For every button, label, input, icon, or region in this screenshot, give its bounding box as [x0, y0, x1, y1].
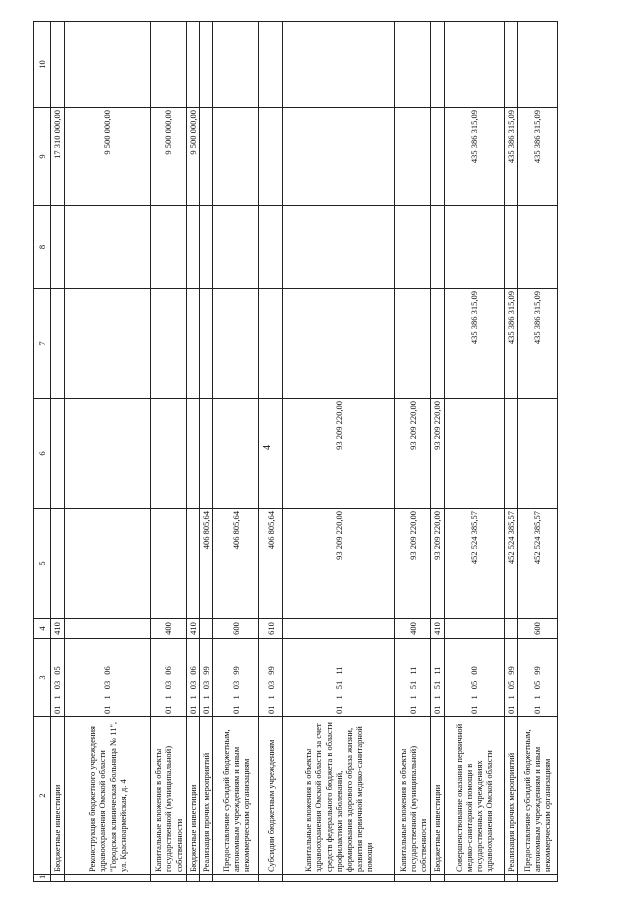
row-amount-7 [259, 289, 283, 399]
row-type-code: 400 [151, 619, 187, 639]
row-type-code: 410 [187, 619, 200, 639]
row-name: Реализация прочих мероприятий [200, 717, 213, 875]
table-row [151, 22, 187, 882]
row-amount-6 [517, 399, 557, 509]
row-amount-6 [151, 399, 187, 509]
column-header: 2 [34, 717, 51, 875]
code-parts [188, 641, 198, 714]
code-parts [408, 641, 418, 714]
row-amount-10 [187, 22, 200, 108]
code-part: 1 [102, 695, 113, 700]
row-amount-10 [517, 22, 557, 108]
row-amount-8 [444, 206, 504, 289]
code-part: 01 [532, 705, 543, 714]
row-code [213, 639, 259, 717]
row-name: Предоставление субсидий бюджетным, автономным учреждениям и иным некоммерческим организациям [213, 717, 259, 875]
column-header: 10 [34, 22, 51, 108]
row-amount-7 [213, 289, 259, 399]
code-part: 1 [505, 695, 516, 700]
code-part: 99 [230, 666, 241, 675]
code-part: 05 [532, 680, 543, 690]
row-col-1 [187, 875, 200, 882]
row-amount-10 [151, 22, 187, 108]
row-amount-9: 435 386 315,09 [444, 108, 504, 206]
row-col-1 [65, 875, 151, 882]
code-parts [469, 641, 479, 714]
row-amount-9: 9 500 000,00 [65, 108, 151, 206]
page-number: 4 [262, 445, 273, 450]
table-row [65, 22, 151, 882]
row-amount-5 [65, 509, 151, 619]
row-amount-8 [200, 206, 213, 289]
code-part: 11 [333, 666, 344, 675]
row-code [395, 639, 431, 717]
table-row [200, 22, 213, 882]
code-part: 99 [201, 666, 212, 675]
code-part: 1 [265, 695, 276, 700]
row-amount-10 [395, 22, 431, 108]
row-col-1 [200, 875, 213, 882]
row-amount-9 [431, 108, 444, 206]
code-part: 03 [265, 680, 276, 690]
code-parts [201, 641, 211, 714]
code-part: 01 [163, 705, 174, 714]
code-part: 01 [102, 705, 113, 714]
code-part: 01 [230, 705, 241, 714]
row-col-1 [213, 875, 259, 882]
row-amount-5: 406 805,64 [259, 509, 283, 619]
row-type-code: 610 [259, 619, 283, 639]
row-amount-8 [259, 206, 283, 289]
code-parts [266, 641, 276, 714]
row-type-code: 600 [213, 619, 259, 639]
code-part: 1 [432, 695, 443, 700]
code-part: 06 [102, 666, 113, 675]
row-amount-8 [283, 206, 395, 289]
code-part: 99 [532, 666, 543, 675]
row-amount-7 [151, 289, 187, 399]
row-name: Капитальные вложения в объекты государственной (муниципальной) собственности [151, 717, 187, 875]
table-row [187, 22, 200, 882]
code-part: 1 [407, 695, 418, 700]
column-header: 5 [34, 509, 51, 619]
code-part: 06 [163, 666, 174, 675]
code-part: 01 [333, 705, 344, 714]
row-code [65, 639, 151, 717]
row-type-code: 600 [517, 619, 557, 639]
row-amount-5: 452 524 385,57 [517, 509, 557, 619]
row-amount-6: 93 209 220,00 [283, 399, 395, 509]
row-code [444, 639, 504, 717]
code-parts [432, 641, 442, 714]
row-amount-7: 435 386 315,09 [504, 289, 517, 399]
row-amount-8 [213, 206, 259, 289]
code-part: 1 [468, 695, 479, 700]
budget-table-rotated [33, 22, 593, 882]
row-col-1 [444, 875, 504, 882]
code-part: 05 [468, 680, 479, 690]
code-part: 00 [468, 666, 479, 675]
row-amount-8 [51, 206, 65, 289]
row-name: Бюджетные инвестиции [187, 717, 200, 875]
code-part: 05 [52, 666, 63, 675]
row-name: Капитальные вложения в объекты здравоохранения Омской области за счет средств федерального бюджета в области профилактики заболеваний, формирования здорового образа жизни, развития первичной медико-санитарной помощи [283, 717, 395, 875]
row-code [504, 639, 517, 717]
row-type-code [444, 619, 504, 639]
row-amount-10 [431, 22, 444, 108]
table-row [213, 22, 259, 882]
row-amount-9: 435 386 315,09 [504, 108, 517, 206]
row-amount-6 [187, 399, 200, 509]
code-part: 03 [188, 680, 198, 690]
row-amount-5: 93 209 220,00 [283, 509, 395, 619]
code-parts [532, 641, 542, 714]
row-code [151, 639, 187, 717]
column-header: 7 [34, 289, 51, 399]
table-row [431, 22, 444, 882]
table-row [395, 22, 431, 882]
row-type-code [504, 619, 517, 639]
row-amount-8 [65, 206, 151, 289]
code-part: 51 [333, 680, 344, 690]
row-col-1 [51, 875, 65, 882]
table-row [259, 22, 283, 882]
row-name: Совершенствование оказания первичной медико-санитарной помощи в государственных учреждениях здравоохранения Омской области [444, 717, 504, 875]
row-amount-9: 9 500 000,00 [151, 108, 187, 206]
row-type-code [200, 619, 213, 639]
row-amount-7 [431, 289, 444, 399]
row-col-1 [283, 875, 395, 882]
row-amount-7 [187, 289, 200, 399]
row-amount-5: 406 805,64 [213, 509, 259, 619]
row-amount-5: 452 524 385,57 [444, 509, 504, 619]
row-amount-6 [51, 399, 65, 509]
row-amount-10 [259, 22, 283, 108]
row-amount-8 [395, 206, 431, 289]
row-amount-10 [65, 22, 151, 108]
code-parts [102, 641, 112, 714]
code-part: 51 [432, 680, 443, 690]
budget-table [33, 21, 558, 882]
row-code [51, 639, 65, 717]
code-part: 01 [432, 705, 443, 714]
code-part: 01 [188, 705, 198, 714]
row-col-1 [504, 875, 517, 882]
row-amount-10 [51, 22, 65, 108]
row-amount-5 [151, 509, 187, 619]
row-amount-6: 93 209 220,00 [395, 399, 431, 509]
table-row [444, 22, 504, 882]
column-number-row [34, 22, 51, 882]
row-amount-6 [444, 399, 504, 509]
row-amount-8 [504, 206, 517, 289]
row-amount-8 [431, 206, 444, 289]
row-amount-7 [200, 289, 213, 399]
row-code [187, 639, 200, 717]
row-amount-7: 435 386 315,09 [444, 289, 504, 399]
row-amount-10 [283, 22, 395, 108]
code-part: 11 [432, 666, 443, 675]
column-header: 1 [34, 875, 51, 882]
row-amount-7 [395, 289, 431, 399]
row-col-1 [151, 875, 187, 882]
code-part: 01 [505, 705, 516, 714]
code-part: 01 [468, 705, 479, 714]
row-col-1 [259, 875, 283, 882]
code-part: 1 [230, 695, 241, 700]
row-amount-9: 9 500 000,00 [187, 108, 200, 206]
code-part: 03 [52, 680, 63, 690]
row-amount-10 [444, 22, 504, 108]
row-amount-8 [187, 206, 200, 289]
code-part: 1 [532, 695, 543, 700]
row-amount-6: 93 209 220,00 [431, 399, 444, 509]
code-parts [163, 641, 173, 714]
row-name: Реконструкция бюджетного учреждения здравоохранения Омской области "Городская клиническая больница № 11", ул. Красноармейская, д. 4 [65, 717, 151, 875]
table-row [283, 22, 395, 882]
row-type-code [65, 619, 151, 639]
row-amount-7: 435 386 315,09 [517, 289, 557, 399]
row-amount-9: 435 386 315,09 [517, 108, 557, 206]
code-part: 06 [188, 666, 198, 675]
row-col-1 [431, 875, 444, 882]
row-type-code [283, 619, 395, 639]
table-row [504, 22, 517, 882]
row-amount-9 [200, 108, 213, 206]
row-code [259, 639, 283, 717]
code-part: 1 [163, 695, 174, 700]
column-header: 6 [34, 399, 51, 509]
row-amount-5: 406 805,64 [200, 509, 213, 619]
row-amount-8 [517, 206, 557, 289]
row-amount-9 [395, 108, 431, 206]
table-body [51, 22, 558, 882]
row-amount-7 [283, 289, 395, 399]
row-amount-9 [213, 108, 259, 206]
code-part: 51 [407, 680, 418, 690]
table-row [517, 22, 557, 882]
row-name: Капитальные вложения в объекты государственной (муниципальной) собственности [395, 717, 431, 875]
row-amount-6 [65, 399, 151, 509]
code-part: 1 [188, 695, 198, 700]
code-part: 99 [505, 666, 516, 675]
column-header: 9 [34, 108, 51, 206]
row-amount-10 [200, 22, 213, 108]
row-amount-5: 452 524 385,57 [504, 509, 517, 619]
row-amount-10 [504, 22, 517, 108]
row-type-code: 410 [51, 619, 65, 639]
row-amount-7 [51, 289, 65, 399]
code-parts [334, 641, 344, 714]
row-amount-6 [213, 399, 259, 509]
code-part: 03 [102, 680, 113, 690]
row-type-code: 400 [395, 619, 431, 639]
code-part: 01 [201, 705, 212, 714]
code-parts [231, 641, 241, 714]
code-part: 05 [505, 680, 516, 690]
code-part: 1 [201, 695, 212, 700]
column-header: 4 [34, 619, 51, 639]
code-parts [52, 641, 62, 714]
column-header: 3 [34, 639, 51, 717]
code-part: 01 [265, 705, 276, 714]
row-name: Реализация прочих мероприятий [504, 717, 517, 875]
row-amount-9: 17 310 000,00 [51, 108, 65, 206]
code-part: 1 [333, 695, 344, 700]
row-code [431, 639, 444, 717]
code-part: 99 [265, 666, 276, 675]
row-amount-6 [200, 399, 213, 509]
code-part: 03 [230, 680, 241, 690]
table-row [51, 22, 65, 882]
row-amount-5 [187, 509, 200, 619]
row-name: Субсидии бюджетным учреждениям [259, 717, 283, 875]
row-amount-9 [259, 108, 283, 206]
row-code [517, 639, 557, 717]
row-name: Бюджетные инвестиции [431, 717, 444, 875]
row-col-1 [395, 875, 431, 882]
row-name: Бюджетные инвестиции [51, 717, 65, 875]
row-amount-7 [65, 289, 151, 399]
code-part: 1 [52, 695, 63, 700]
code-part: 01 [407, 705, 418, 714]
row-amount-10 [213, 22, 259, 108]
row-amount-8 [151, 206, 187, 289]
code-part: 03 [163, 680, 174, 690]
row-amount-6 [504, 399, 517, 509]
code-parts [506, 641, 516, 714]
row-code [200, 639, 213, 717]
row-amount-9 [283, 108, 395, 206]
row-type-code: 410 [431, 619, 444, 639]
code-part: 03 [201, 680, 212, 690]
row-amount-5: 93 209 220,00 [395, 509, 431, 619]
column-header: 8 [34, 206, 51, 289]
code-part: 11 [407, 666, 418, 675]
row-col-1 [517, 875, 557, 882]
row-code [283, 639, 395, 717]
row-amount-5: 93 209 220,00 [431, 509, 444, 619]
row-amount-6 [259, 399, 283, 509]
row-name: Предоставление субсидий бюджетным, автономным учреждениям и иным некоммерческим организациям [517, 717, 557, 875]
row-amount-5 [51, 509, 65, 619]
code-part: 01 [52, 705, 63, 714]
